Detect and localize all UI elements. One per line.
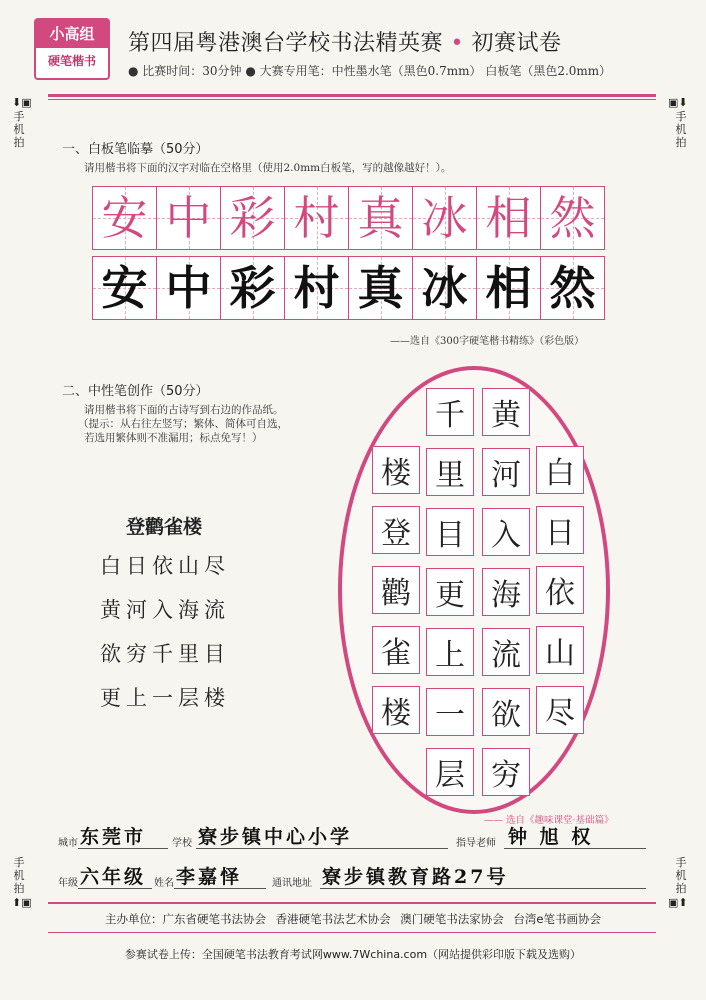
- work-cell: 流: [482, 628, 530, 676]
- grid-cell: 中: [157, 187, 221, 249]
- work-cell: 目: [426, 508, 474, 556]
- upload-note: 参赛试卷上传：全国硬笔书法教育考试网www.7Wchina.com（网站提供彩印版下载及选购）: [124, 948, 582, 961]
- camera-icon: ▣⬆: [668, 896, 688, 909]
- camera-icon: ▣⬇: [668, 96, 688, 109]
- teacher-value[interactable]: 钟 旭 权: [508, 826, 594, 848]
- grid-cell: 相: [477, 187, 541, 249]
- grid-cell: 相: [477, 257, 541, 319]
- work-column-1: [536, 446, 588, 746]
- grid-cell: 彩: [221, 187, 285, 249]
- work-cell: 入: [482, 508, 530, 556]
- section2-instruction-1: 请用楷书将下面的古诗写到右边的作品纸。: [84, 404, 284, 416]
- work-cell: 楼: [372, 686, 420, 734]
- header-rule-thin: [48, 99, 656, 100]
- footer-rule: [48, 902, 656, 904]
- side-note-left-top: 手机拍: [13, 110, 25, 149]
- badge-bottom-label: 硬笔楷书: [47, 54, 96, 68]
- exam-subtitle: ● 比赛时间：30分钟 ● 大赛专用笔：中性墨水笔（黑色0.7mm） 白板笔（黑色2.0mm）: [128, 64, 612, 78]
- group-badge: [34, 18, 110, 80]
- work-cell: 楼: [372, 446, 420, 494]
- work-cell: 海: [482, 568, 530, 616]
- poem-line: 更上一层楼: [100, 686, 230, 710]
- header-rule: [48, 94, 656, 97]
- city-value[interactable]: 东莞市: [80, 826, 147, 848]
- work-cell: 穷: [482, 748, 530, 796]
- section1-instruction: 请用楷书将下面的汉字对临在空格里（使用2.0mm白板笔，写的越像越好！）。: [84, 162, 452, 174]
- work-cell: 黄: [482, 388, 530, 436]
- address-underline: [320, 888, 646, 889]
- grid-cell: 冰: [413, 257, 477, 319]
- poem-title: 登鹳雀楼: [126, 516, 203, 538]
- section1-title: 一、白板笔临摹（50分）: [62, 142, 209, 157]
- work-cell: 更: [426, 568, 474, 616]
- poem-line: 白日依山尽: [100, 554, 230, 578]
- section2-source: —— 选自《趣味课堂·基础篇》: [484, 815, 614, 826]
- poem-line: 欲穷千里目: [100, 642, 230, 666]
- work-cell: 一: [426, 688, 474, 736]
- title-main: 第四届粤港澳台学校书法精英赛: [128, 31, 444, 56]
- city-label: 城市: [58, 838, 78, 849]
- grid-cell: 真: [349, 187, 413, 249]
- badge-top-label: 小高组: [36, 20, 108, 48]
- title-separator: •: [450, 31, 464, 56]
- name-value[interactable]: 李嘉怿: [176, 866, 243, 888]
- address-label: 通讯地址: [272, 878, 312, 889]
- school-underline: [196, 848, 448, 849]
- organizers: 主办单位：广东省硬笔书法协会 香港硬笔书法艺术协会 澳门硬笔书法家协会 台湾e笔书画协会: [104, 912, 602, 926]
- work-cell: 欲: [482, 688, 530, 736]
- work-cell: 白: [536, 446, 584, 494]
- copy-grid-black: [92, 256, 605, 320]
- camera-icon: ⬆▣: [12, 896, 32, 909]
- side-note-right-top: 手机拍: [675, 110, 687, 149]
- section2-title: 二、中性笔创作（50分）: [62, 384, 209, 399]
- teacher-underline: [504, 848, 646, 849]
- grid-cell: 然: [541, 187, 604, 249]
- footer-rule-thin: [48, 932, 656, 933]
- work-column-2: [482, 388, 534, 808]
- work-cell: 尽: [536, 686, 584, 734]
- grid-cell: 真: [349, 257, 413, 319]
- grade-value[interactable]: 六年级: [80, 866, 147, 888]
- section1-source: ——选自《300字硬笔楷书精练》（彩色版）: [390, 336, 585, 347]
- work-column-3: [426, 388, 478, 808]
- work-cell: 千: [426, 388, 474, 436]
- poem-line: 黄河入海流: [100, 598, 230, 622]
- grid-cell: 安: [93, 187, 157, 249]
- copy-grid-pink: [92, 186, 605, 250]
- camera-icon: ⬇▣: [12, 96, 32, 109]
- work-cell: 里: [426, 448, 474, 496]
- grid-cell: 冰: [413, 187, 477, 249]
- work-cell: 鹳: [372, 566, 420, 614]
- name-underline: [174, 888, 266, 889]
- school-value[interactable]: 寮步镇中心小学: [198, 826, 353, 848]
- work-cell: 上: [426, 628, 474, 676]
- section2-instruction-3: 若选用繁体则不准漏用；标点免写！）: [84, 432, 263, 444]
- work-column-4: [372, 446, 424, 746]
- grid-cell: 然: [541, 257, 604, 319]
- title-suffix: 初赛试卷: [471, 31, 562, 56]
- work-cell: 依: [536, 566, 584, 614]
- name-label: 姓名: [154, 878, 174, 889]
- address-value[interactable]: 寮步镇教育路27号: [322, 866, 509, 888]
- side-note-left-bottom: 手机拍: [13, 856, 25, 895]
- page-title: [128, 26, 562, 57]
- work-cell: 山: [536, 626, 584, 674]
- city-underline: [78, 848, 168, 849]
- grid-cell: 安: [93, 257, 157, 319]
- grid-cell: 村: [285, 257, 349, 319]
- side-note-right-bottom: 手机拍: [675, 856, 687, 895]
- grade-label: 年级: [58, 878, 78, 889]
- section2-instruction-2: （提示：从右往左竖写；繁体、简体可自选，: [78, 418, 288, 430]
- grid-cell: 中: [157, 257, 221, 319]
- teacher-label: 指导老师: [456, 838, 496, 849]
- work-cell: 登: [372, 506, 420, 554]
- work-cell: 层: [426, 748, 474, 796]
- work-cell: 雀: [372, 626, 420, 674]
- grade-underline: [78, 888, 152, 889]
- grid-cell: 村: [285, 187, 349, 249]
- work-cell: 河: [482, 448, 530, 496]
- work-cell: 日: [536, 506, 584, 554]
- school-label: 学校: [172, 838, 192, 849]
- grid-cell: 彩: [221, 257, 285, 319]
